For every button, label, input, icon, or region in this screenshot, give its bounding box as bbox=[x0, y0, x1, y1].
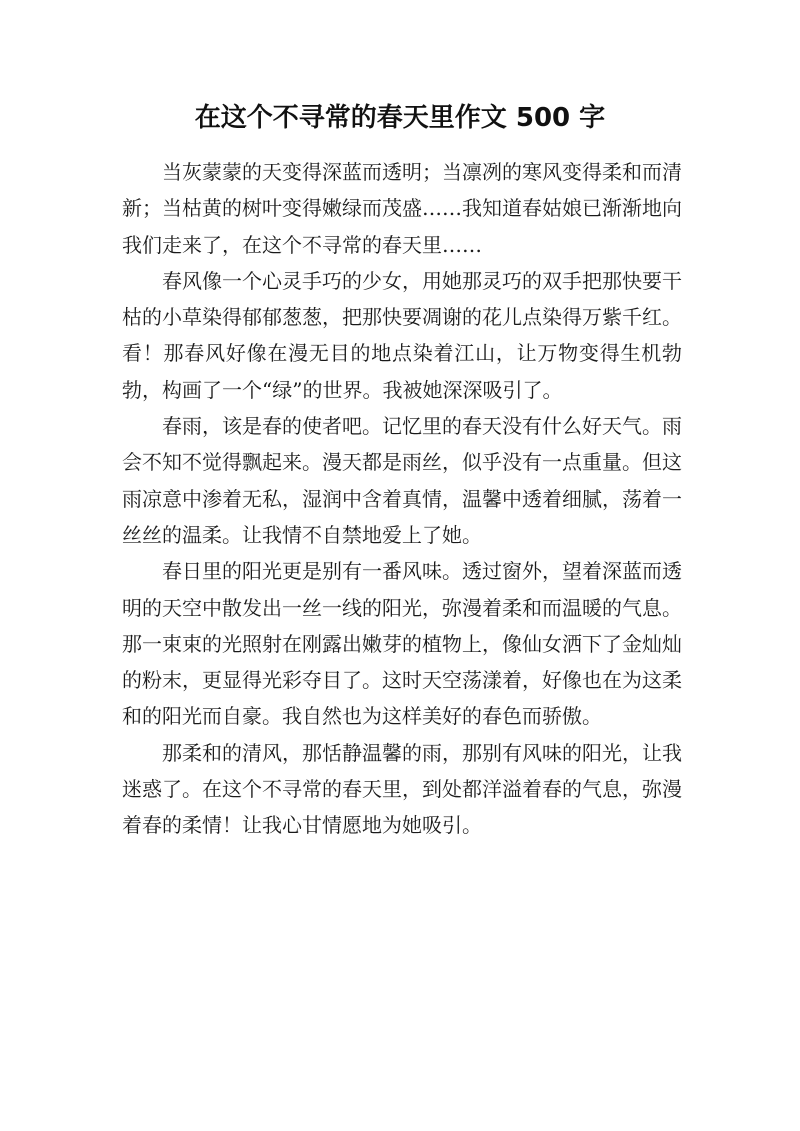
document-body bbox=[122, 154, 682, 844]
paragraph-1: 当灰蒙蒙的天变得深蓝而透明；当凛冽的寒风变得柔和而清新；当枯黄的树叶变得嫩绿而茂盛……我知道春姑娘已渐渐地向我们走来了，在这个不寻常的春天里…… bbox=[122, 160, 682, 257]
paragraph-5: 那柔和的清风，那恬静温馨的雨，那别有风味的阳光，让我迷惑了。在这个不寻常的春天里，到处都洋溢着春的气息，弥漫着春的柔情！让我心甘情愿地为她吸引。 bbox=[122, 740, 682, 838]
document-title: 在这个不寻常的春天里作文 500 字 bbox=[194, 103, 606, 133]
paragraph-3: 春雨，该是春的使者吧。记忆里的春天没有什么好天气。雨会不知不觉得飘起来。漫天都是雨丝，似乎没有一点重量。但这雨凉意中渗着无私，湿润中含着真情，温馨中透着细腻，荡着一丝丝的温柔。让我情不自禁地爱上了她。 bbox=[122, 414, 682, 547]
paragraph-4: 春日里的阳光更是别有一番风味。透过窗外，望着深蓝而透明的天空中散发出一丝一线的阳光，弥漫着柔和而温暖的气息。那一束束的光照射在刚露出嫩芽的植物上，像仙女洒下了金灿灿的粉末，更显得光彩夺目了。这时天空荡漾着，好像也在为这柔和的阳光而自豪。我自然也为这样美好的春色而骄傲。 bbox=[122, 559, 682, 729]
paragraph-2: 春风像一个心灵手巧的少女，用她那灵巧的双手把那快要干枯的小草染得郁郁葱葱，把那快要凋谢的花儿点染得万紫千红。看！那春风好像在漫无目的地点染着江山，让万物变得生机勃勃，构画了一个“绿”的世界。我被她深深吸引了。 bbox=[122, 268, 682, 402]
